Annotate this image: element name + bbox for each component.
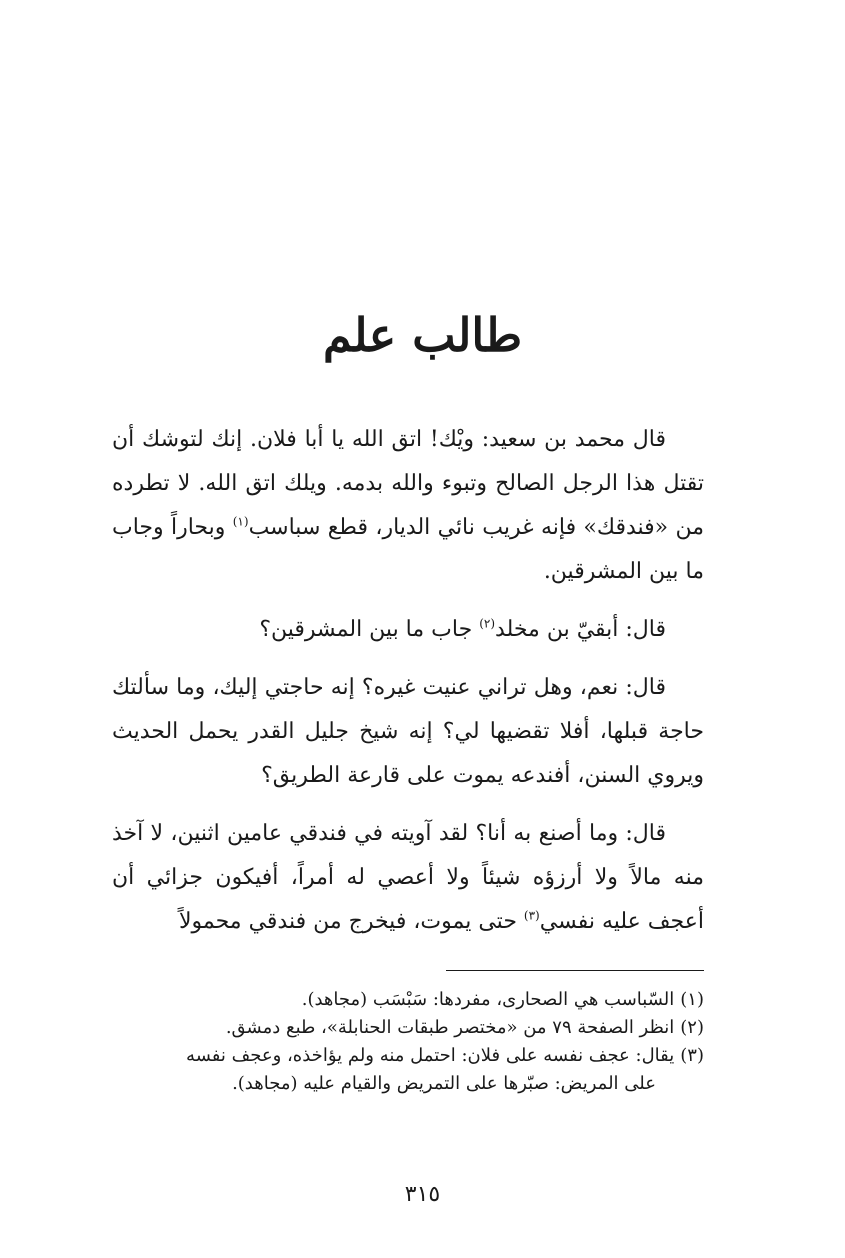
paragraph-4-text-a: قال: وما أصنع به أنا؟ لقد آويته في فندقي عامين اثنين، لا آخذ منه مالاً ولا أرزؤه شيئاً ولا أعصي له أمراً، أفيكون جزائي أن أعجف عليه نفسي	[112, 821, 704, 934]
footnote-1-text: السّباسب هي الصحارى، مفردها: سَبْسَب (مجاهد).	[301, 989, 675, 1010]
footnote-2	[112, 1014, 704, 1042]
footnote-1-number: (١)	[680, 989, 704, 1010]
footnote-3-number: (٣)	[680, 1045, 704, 1066]
footnote-ref-1: (١)	[232, 514, 249, 529]
paragraph-1-text-b: وبحاراً وجاب ما بين المشرقين.	[112, 515, 704, 584]
footnotes	[112, 986, 704, 1098]
footnote-1	[112, 986, 704, 1014]
paragraph-2-text-b: جاب ما بين المشرقين؟	[259, 617, 480, 642]
paragraph-1-text-a: قال محمد بن سعيد: ويْك! اتق الله يا أبا فلان. إنك لتوشك أن تقتل هذا الرجل الصالح وتبوء والله بدمه. ويلك اتق الله. لا تطرده من «فندقك» فإنه غريب نائي الديار، قطع سباسب	[112, 427, 704, 540]
paragraph-1	[112, 418, 704, 594]
paragraph-2	[112, 608, 704, 652]
footnote-ref-2: (٢)	[479, 616, 496, 631]
chapter-title: طالب علم	[322, 308, 523, 362]
footnote-separator	[446, 970, 704, 971]
footnote-3	[112, 1042, 704, 1070]
main-text	[112, 418, 704, 958]
paragraph-2-text-a: قال: أبقيّ بن مخلد	[495, 617, 666, 642]
page-number: ٣١٥	[404, 1182, 441, 1207]
paragraph-4	[112, 812, 704, 944]
footnote-3-continuation: على المريض: صبّرها على التمريض والقيام عليه (مجاهد).	[232, 1073, 656, 1094]
footnote-3-text: يقال: عجف نفسه على فلان: احتمل منه ولم يؤاخذه، وعجف نفسه	[186, 1045, 675, 1066]
paragraph-4-text-b: حتى يموت، فيخرج من فندقي محمولاً	[178, 909, 524, 934]
footnote-2-number: (٢)	[680, 1017, 704, 1038]
paragraph-3-text: قال: نعم، وهل تراني عنيت غيره؟ إنه حاجتي إليك، وما سألتك حاجة قبلها، أفلا تقضيها لي؟ إنه شيخ جليل القدر يحمل الحديث ويروي السنن، أفندعه يموت على قارعة الطريق؟	[112, 675, 704, 788]
paragraph-3	[112, 666, 704, 798]
footnote-2-text: انظر الصفحة ٧٩ من «مختصر طبقات الحنابلة»، طبع دمشق.	[225, 1017, 675, 1038]
footnote-ref-3: (٣)	[523, 908, 540, 923]
